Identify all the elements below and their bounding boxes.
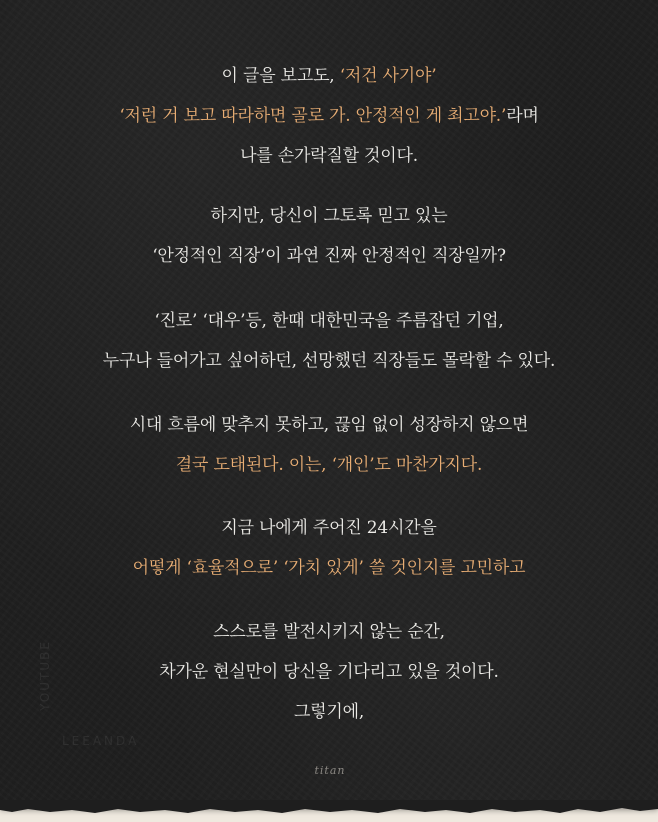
text-line [0,548,658,588]
text-line [0,301,658,341]
text-segment: ‘안정적인 직장’이 과연 진짜 안정적인 직장일까? [152,246,506,266]
text-segment: ‘진로’ ‘대우’등, 한때 대한민국을 주름잡던 기업, [154,311,504,331]
text-line [0,136,658,176]
highlight-segment: ‘저건 사기야’ [339,66,437,86]
signature: titan [314,764,346,777]
highlight-segment: ‘저런 거 보고 따라하면 골로 가. 안정적인 게 최고야.’ [119,106,507,126]
torn-paper-edge [0,800,658,822]
text-segment: 스스로를 발전시키지 않는 순간, [213,622,445,642]
text-line [0,341,658,381]
watermark-horizontal: LEEANDA [62,734,140,748]
paragraph-3 [0,301,658,381]
text-segment: 그렇기에, [293,702,365,722]
text-segment: 시대 흐름에 맞추지 못하고, 끊임 없이 성장하지 않으면 [129,415,529,435]
highlight-segment: 결국 도태된다. 이는, ‘개인’도 마찬가지다. [175,455,483,475]
paragraph-6 [0,612,658,732]
text-segment: 누구나 들어가고 싶어하던, 선망했던 직장들도 몰락할 수 있다. [102,351,556,371]
text-line [0,692,658,732]
text-segment: 차가운 현실만이 당신을 기다리고 있을 것이다. [159,662,499,682]
text-segment: 나를 손가락질할 것이다. [240,146,418,166]
paragraph-4 [0,405,658,485]
text-segment: 지금 나에게 주어진 24시간을 [221,518,437,538]
text-segment: 이 글을 보고도, [221,66,340,86]
highlight-segment: 어떻게 ‘효율적으로’ ‘가치 있게’ 쓸 것인지를 고민하고 [132,558,526,578]
watermark-vertical: YOUTUBE [38,640,52,711]
text-line [0,405,658,445]
text-line [0,236,658,276]
paragraph-2 [0,196,658,276]
paragraph-1 [0,56,658,176]
text-line [0,652,658,692]
text-segment: 하지만, 당신이 그토록 믿고 있는 [210,206,448,226]
text-line [0,56,658,96]
text-line [0,508,658,548]
text-segment: 라며 [506,106,539,126]
text-line [0,612,658,652]
text-line [0,96,658,136]
text-line [0,196,658,236]
paragraph-5 [0,508,658,588]
text-line [0,445,658,485]
